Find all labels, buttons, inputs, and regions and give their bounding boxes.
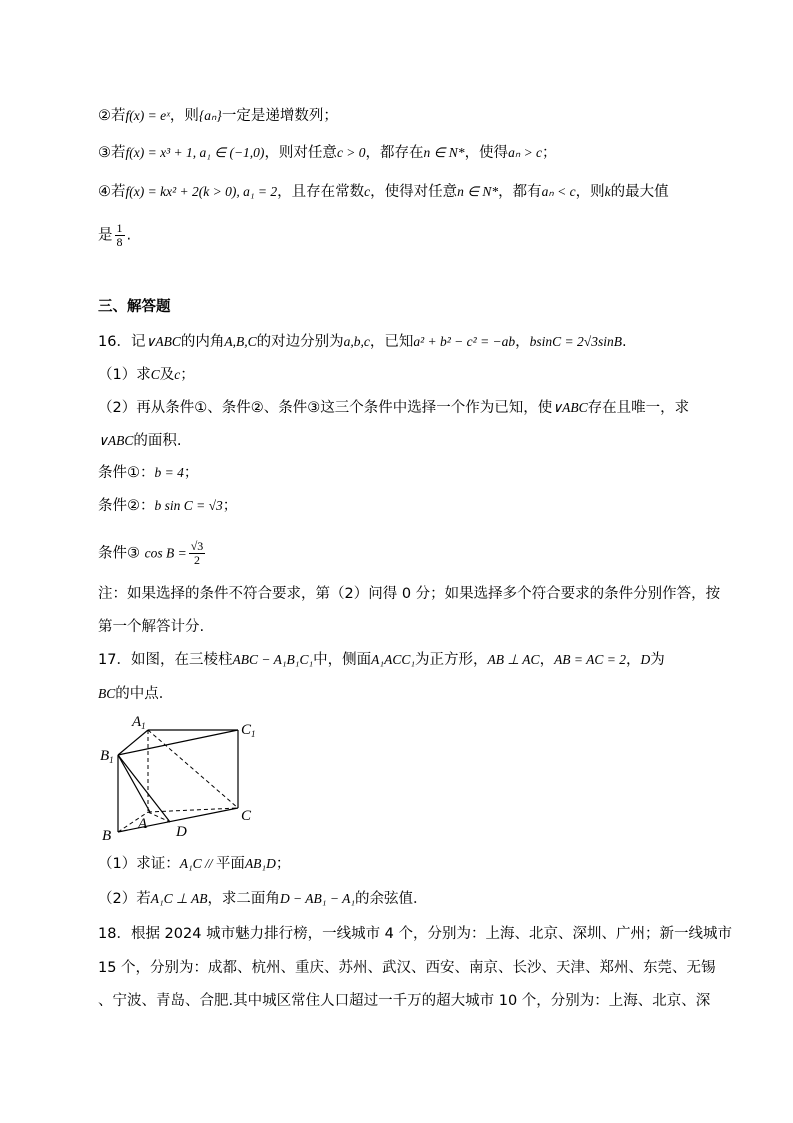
q16-part2-cont: ∨ABC的面积. xyxy=(98,433,182,449)
q18-line1: 18．根据 2024 城市魅力排行榜，一线城市 4 个，分别为：上海、北京、深圳、广州；新一线城市 xyxy=(98,926,733,942)
label-c1: $C_1$ xyxy=(241,722,256,739)
edge-b1-a xyxy=(118,755,150,812)
statement-2: ②若f(x) = eˣ，则{aₙ}一定是递增数列； xyxy=(98,108,338,124)
q17-stem-cont: BC的中点． xyxy=(98,686,174,702)
q18-line2: 15 个，分别为：成都、杭州、重庆、苏州、武汉、西安、南京、长沙、天津、郑州、东莞、无锡 xyxy=(98,960,716,976)
q16-part2: （2）再从条件①、条件②、条件③这三个条件中选择一个作为已知，使∨ABC存在且唯一，求 xyxy=(98,400,690,416)
fraction-one-eighth: $\frac{1}{8}$ xyxy=(116,221,123,249)
label-c: C xyxy=(241,808,252,824)
fraction-root3-over-2: $\frac{√3}{2}$ xyxy=(190,539,204,567)
label-b: B xyxy=(102,828,112,842)
q16-condition-2: 条件②：b sin C = √3； xyxy=(98,498,238,514)
q17-part1: （1）求证：A₁C // 平面AB₁D； xyxy=(98,856,291,872)
section-title: 三、解答题 xyxy=(98,299,171,315)
prism-figure xyxy=(98,712,278,842)
q16-note-line2: 第一个解答计分. xyxy=(98,619,205,635)
q17-stem: 17．如图，在三棱柱ABC − A₁B₁C₁中，侧面A₁ACC₁为正方形，AB ⊥ AC，AB = AC = 2，D为 xyxy=(98,652,665,668)
statement-3: ③若f(x) = x³ + 1, a₁ ∈ (−1,0)，则对任意c > 0，都存在n ∈ N*，使得aₙ > c； xyxy=(98,145,557,161)
edge-b1-a1 xyxy=(118,730,148,755)
q16-note-line1: 注：如果选择的条件不符合要求，第（2）问得 0 分；如果选择多个符合要求的条件分别作答，按 xyxy=(98,586,721,602)
q18-line3: 、宁波、青岛、合肥.其中城区常住人口超过一千万的超大城市 10 个，分别为：上海、北京、深 xyxy=(98,993,711,1009)
edge-b1-d xyxy=(118,755,170,822)
hidden-a1-c xyxy=(148,730,238,808)
label-d: D xyxy=(176,824,187,840)
q16-part1: （1）求C及c； xyxy=(98,367,195,383)
q16-stem: 16．记∨ABC的内角A,B,C的对边分别为a,b,c，已知a² + b² − c² = −ab，bsinC = 2√3sinB. xyxy=(98,334,627,350)
statement-4: ④若f(x) = kx² + 2(k > 0), a₁ = 2，且存在常数c，使得对任意n ∈ N*，都有aₙ < c，则k的最大值 xyxy=(98,184,669,200)
q17-part2: （2）若A₁C ⊥ AB，求二面角D − AB₁ − A₁的余弦值． xyxy=(98,891,428,907)
label-a: A xyxy=(138,816,148,832)
q16-condition-1: 条件①：b = 4； xyxy=(98,465,199,481)
statement-4-answer: 是 $\frac{1}{8}$ . xyxy=(98,221,132,249)
label-a1: $A_1$ xyxy=(132,714,146,731)
edge-b1-c1 xyxy=(118,730,238,755)
q16-condition-3: 条件③ cos B = $\frac{√3}{2}$ xyxy=(98,539,204,567)
label-b1: $B_1$ xyxy=(100,748,114,765)
